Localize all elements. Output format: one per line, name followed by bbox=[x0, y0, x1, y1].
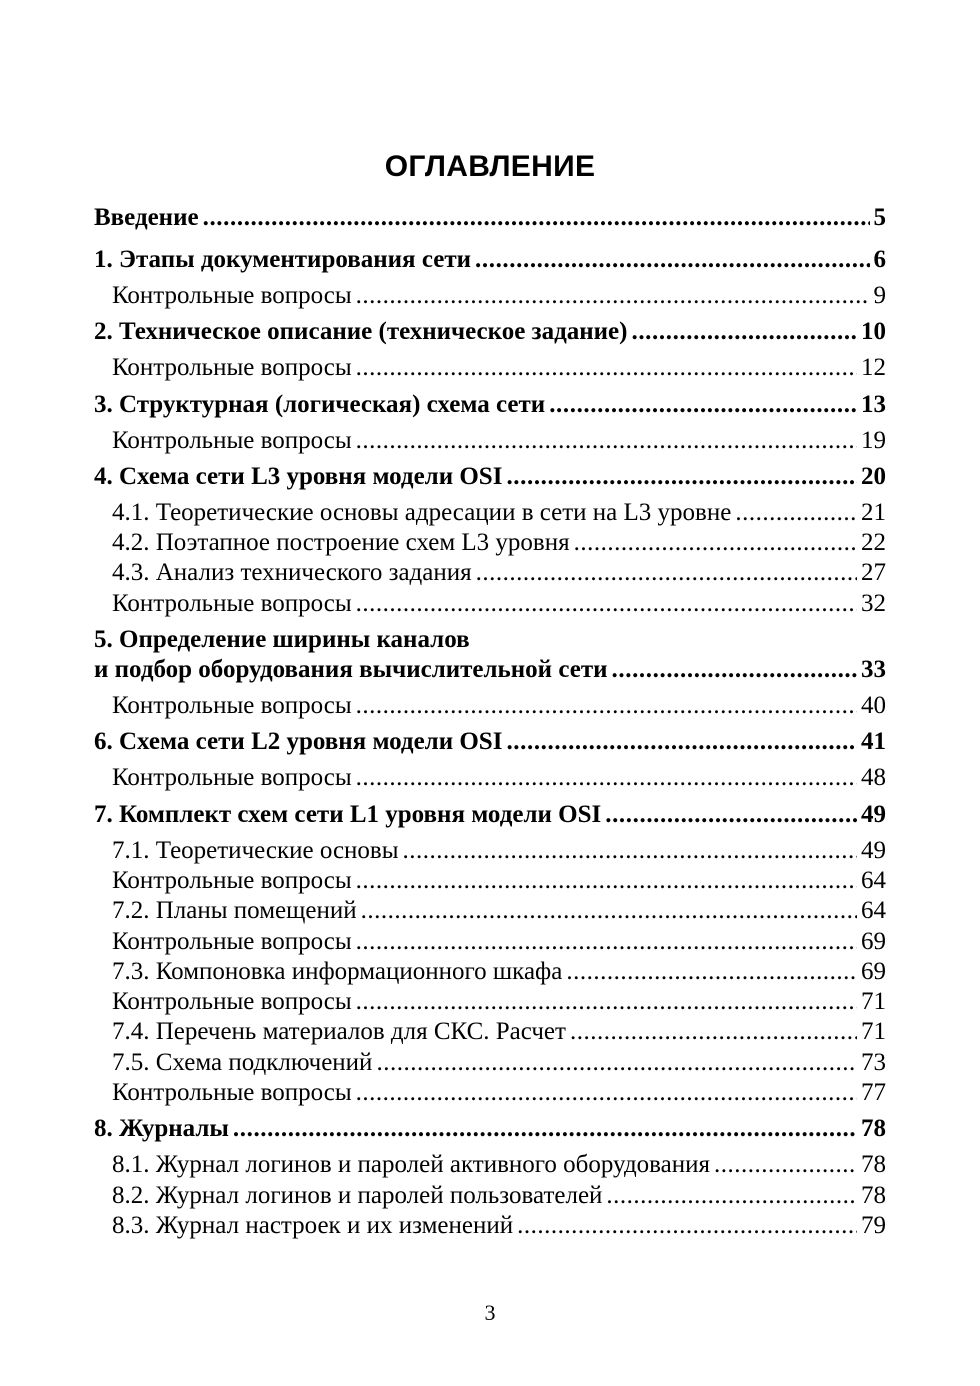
toc-entry-section-4-3[interactable] bbox=[94, 559, 886, 589]
dot-leader bbox=[376, 1049, 857, 1077]
toc-page-number: 33 bbox=[861, 656, 886, 684]
dot-leader bbox=[356, 692, 857, 720]
toc-page-number: 20 bbox=[861, 462, 886, 490]
toc-label: 1. Этапы документирования сети bbox=[94, 246, 472, 273]
toc-entry-chapter-1-questions[interactable] bbox=[94, 282, 886, 312]
dot-leader bbox=[517, 1212, 857, 1240]
dot-leader bbox=[356, 988, 857, 1016]
toc-entry-chapter-3-questions[interactable] bbox=[94, 427, 886, 457]
toc-label: Контрольные вопросы bbox=[112, 764, 352, 792]
toc-label: Контрольные вопросы bbox=[112, 988, 352, 1016]
toc-entry-section-7-2-questions[interactable] bbox=[94, 928, 886, 958]
toc-page-number: 6 bbox=[873, 246, 886, 273]
page-title: ОГЛАВЛЕНИЕ bbox=[384, 150, 596, 183]
toc-entry-chapter-7-questions[interactable] bbox=[94, 1079, 886, 1109]
toc-label: 4.2. Поэтапное построение схем L3 уровня bbox=[112, 529, 570, 557]
toc-label: Контрольные вопросы bbox=[112, 589, 352, 617]
toc-entry-section-7-4[interactable] bbox=[94, 1018, 886, 1048]
toc-label: 4.1. Теоретические основы адресации в сети на L3 уровне bbox=[112, 498, 732, 526]
toc-label: Введение bbox=[94, 204, 199, 231]
toc-label: Контрольные вопросы bbox=[112, 1079, 352, 1107]
dot-leader bbox=[549, 391, 857, 419]
dot-leader bbox=[356, 867, 857, 895]
toc-entry-section-7-1[interactable] bbox=[94, 837, 886, 867]
toc-label: 4.3. Анализ технического задания bbox=[112, 559, 472, 587]
dot-leader bbox=[735, 499, 857, 527]
toc-entry-chapter-5[interactable] bbox=[94, 656, 886, 692]
dot-leader bbox=[606, 1182, 857, 1210]
toc-label: 6. Схема сети L2 уровня модели OSI bbox=[94, 728, 503, 756]
toc-label: 3. Структурная (логическая) схема сети bbox=[94, 390, 546, 418]
toc-entry-section-7-3-questions[interactable] bbox=[94, 988, 886, 1018]
toc-entry-chapter-5-line1[interactable]: 5. Определение ширины каналов bbox=[94, 626, 470, 654]
dot-leader bbox=[356, 764, 857, 792]
toc-entry-section-7-3[interactable] bbox=[94, 958, 886, 988]
dot-leader bbox=[612, 656, 857, 684]
toc-entry-chapter-3[interactable] bbox=[94, 391, 886, 427]
toc-entry-section-4-2[interactable] bbox=[94, 529, 886, 559]
toc-page-number: 69 bbox=[861, 957, 886, 985]
dot-leader bbox=[714, 1151, 857, 1179]
dot-leader bbox=[605, 801, 857, 829]
dot-leader bbox=[356, 1079, 857, 1107]
toc-entry-chapter-6[interactable] bbox=[94, 728, 886, 764]
toc-label: 7.2. Планы помещений bbox=[112, 897, 357, 925]
toc-page-number: 49 bbox=[861, 836, 886, 864]
toc-label: Контрольные вопросы bbox=[112, 692, 352, 720]
toc-page-number: 49 bbox=[861, 800, 886, 828]
toc-entry-chapter-6-questions[interactable] bbox=[94, 764, 886, 794]
toc-entry-section-7-5[interactable] bbox=[94, 1049, 886, 1079]
toc-page-number: 22 bbox=[861, 529, 886, 557]
toc-page-number: 40 bbox=[861, 692, 886, 720]
toc-label: 2. Техническое описание (техническое задание) bbox=[94, 318, 628, 346]
toc-label: 7.4. Перечень материалов для СКС. Расчет bbox=[112, 1018, 566, 1046]
toc-label: 7.3. Компоновка информационного шкафа bbox=[112, 957, 563, 985]
dot-leader bbox=[566, 958, 857, 986]
dot-leader bbox=[356, 427, 857, 455]
toc-entry-chapter-5-questions[interactable] bbox=[94, 692, 886, 722]
dot-leader bbox=[356, 928, 857, 956]
dot-leader bbox=[631, 318, 857, 346]
toc-page-number: 19 bbox=[861, 426, 886, 454]
toc-label: 8.3. Журнал настроек и их изменений bbox=[112, 1211, 514, 1239]
dot-leader bbox=[403, 837, 857, 865]
dot-leader bbox=[361, 897, 857, 925]
toc-entry-intro[interactable] bbox=[94, 204, 886, 240]
toc-entry-chapter-1[interactable] bbox=[94, 246, 886, 282]
toc-page-number: 5 bbox=[873, 204, 886, 231]
toc-page-number: 21 bbox=[861, 498, 886, 526]
toc-page-number: 69 bbox=[861, 927, 886, 955]
toc-entry-section-7-1-questions[interactable] bbox=[94, 867, 886, 897]
dot-leader bbox=[570, 1018, 857, 1046]
page-number: 3 bbox=[484, 1300, 496, 1325]
dot-leader bbox=[506, 463, 857, 491]
toc-label: 4. Схема сети L3 уровня модели OSI bbox=[94, 462, 503, 490]
toc-entry-section-8-1[interactable] bbox=[94, 1151, 886, 1181]
toc-page-number: 9 bbox=[873, 282, 886, 309]
toc-page-number: 79 bbox=[861, 1211, 886, 1239]
toc-page-number: 13 bbox=[861, 390, 886, 418]
toc-entry-section-8-2[interactable] bbox=[94, 1182, 886, 1212]
toc-entry-chapter-2[interactable] bbox=[94, 318, 886, 354]
toc-page-number: 32 bbox=[861, 589, 886, 617]
toc-page-number: 12 bbox=[861, 354, 886, 382]
dot-leader bbox=[356, 282, 870, 310]
toc-entry-chapter-4-questions[interactable] bbox=[94, 590, 886, 620]
toc-label: 8.2. Журнал логинов и паролей пользователей bbox=[112, 1181, 603, 1209]
toc-page-number: 78 bbox=[861, 1115, 886, 1143]
toc-page-number: 78 bbox=[861, 1181, 886, 1209]
dot-leader bbox=[356, 354, 857, 382]
dot-leader bbox=[574, 529, 857, 557]
toc-page-number: 10 bbox=[861, 318, 886, 346]
toc-page-number: 41 bbox=[861, 728, 886, 756]
toc-label: Контрольные вопросы bbox=[112, 426, 352, 454]
toc-entry-chapter-2-questions[interactable] bbox=[94, 354, 886, 384]
toc-entry-section-7-2[interactable] bbox=[94, 897, 886, 927]
toc-page-number: 71 bbox=[861, 1018, 886, 1046]
toc-label: 8.1. Журнал логинов и паролей активного оборудования bbox=[112, 1151, 711, 1179]
toc-label: Контрольные вопросы bbox=[112, 927, 352, 955]
toc-label: Контрольные вопросы bbox=[112, 866, 352, 894]
toc-label: 8. Журналы bbox=[94, 1115, 229, 1143]
toc-entry-section-4-1[interactable] bbox=[94, 499, 886, 529]
toc-label: Контрольные вопросы bbox=[112, 354, 352, 382]
dot-leader bbox=[506, 728, 857, 756]
toc-page-number: 77 bbox=[861, 1079, 886, 1107]
dot-leader bbox=[203, 204, 870, 232]
dot-leader bbox=[356, 590, 857, 618]
toc-entry-chapter-7[interactable] bbox=[94, 801, 886, 837]
toc-label: 7. Комплект схем сети L1 уровня модели OSI bbox=[94, 800, 602, 828]
toc-page-number: 48 bbox=[861, 764, 886, 792]
toc-page-number: 27 bbox=[861, 559, 886, 587]
toc-entry-chapter-4[interactable] bbox=[94, 463, 886, 499]
toc-page-number: 73 bbox=[861, 1048, 886, 1076]
toc-label: 7.1. Теоретические основы bbox=[112, 836, 399, 864]
toc-label: 7.5. Схема подключений bbox=[112, 1048, 373, 1076]
toc-page-number: 71 bbox=[861, 988, 886, 1016]
table-of-contents bbox=[94, 204, 886, 1242]
toc-entry-section-8-3[interactable] bbox=[94, 1212, 886, 1242]
toc-label: Контрольные вопросы bbox=[112, 282, 352, 309]
toc-page-number: 78 bbox=[861, 1151, 886, 1179]
dot-leader bbox=[476, 559, 857, 587]
toc-label: и подбор оборудования вычислительной сети bbox=[94, 656, 608, 684]
dot-leader bbox=[233, 1115, 857, 1143]
dot-leader bbox=[475, 246, 869, 274]
toc-entry-chapter-8[interactable] bbox=[94, 1115, 886, 1151]
toc-page-number: 64 bbox=[861, 866, 886, 894]
toc-page-number: 64 bbox=[861, 897, 886, 925]
